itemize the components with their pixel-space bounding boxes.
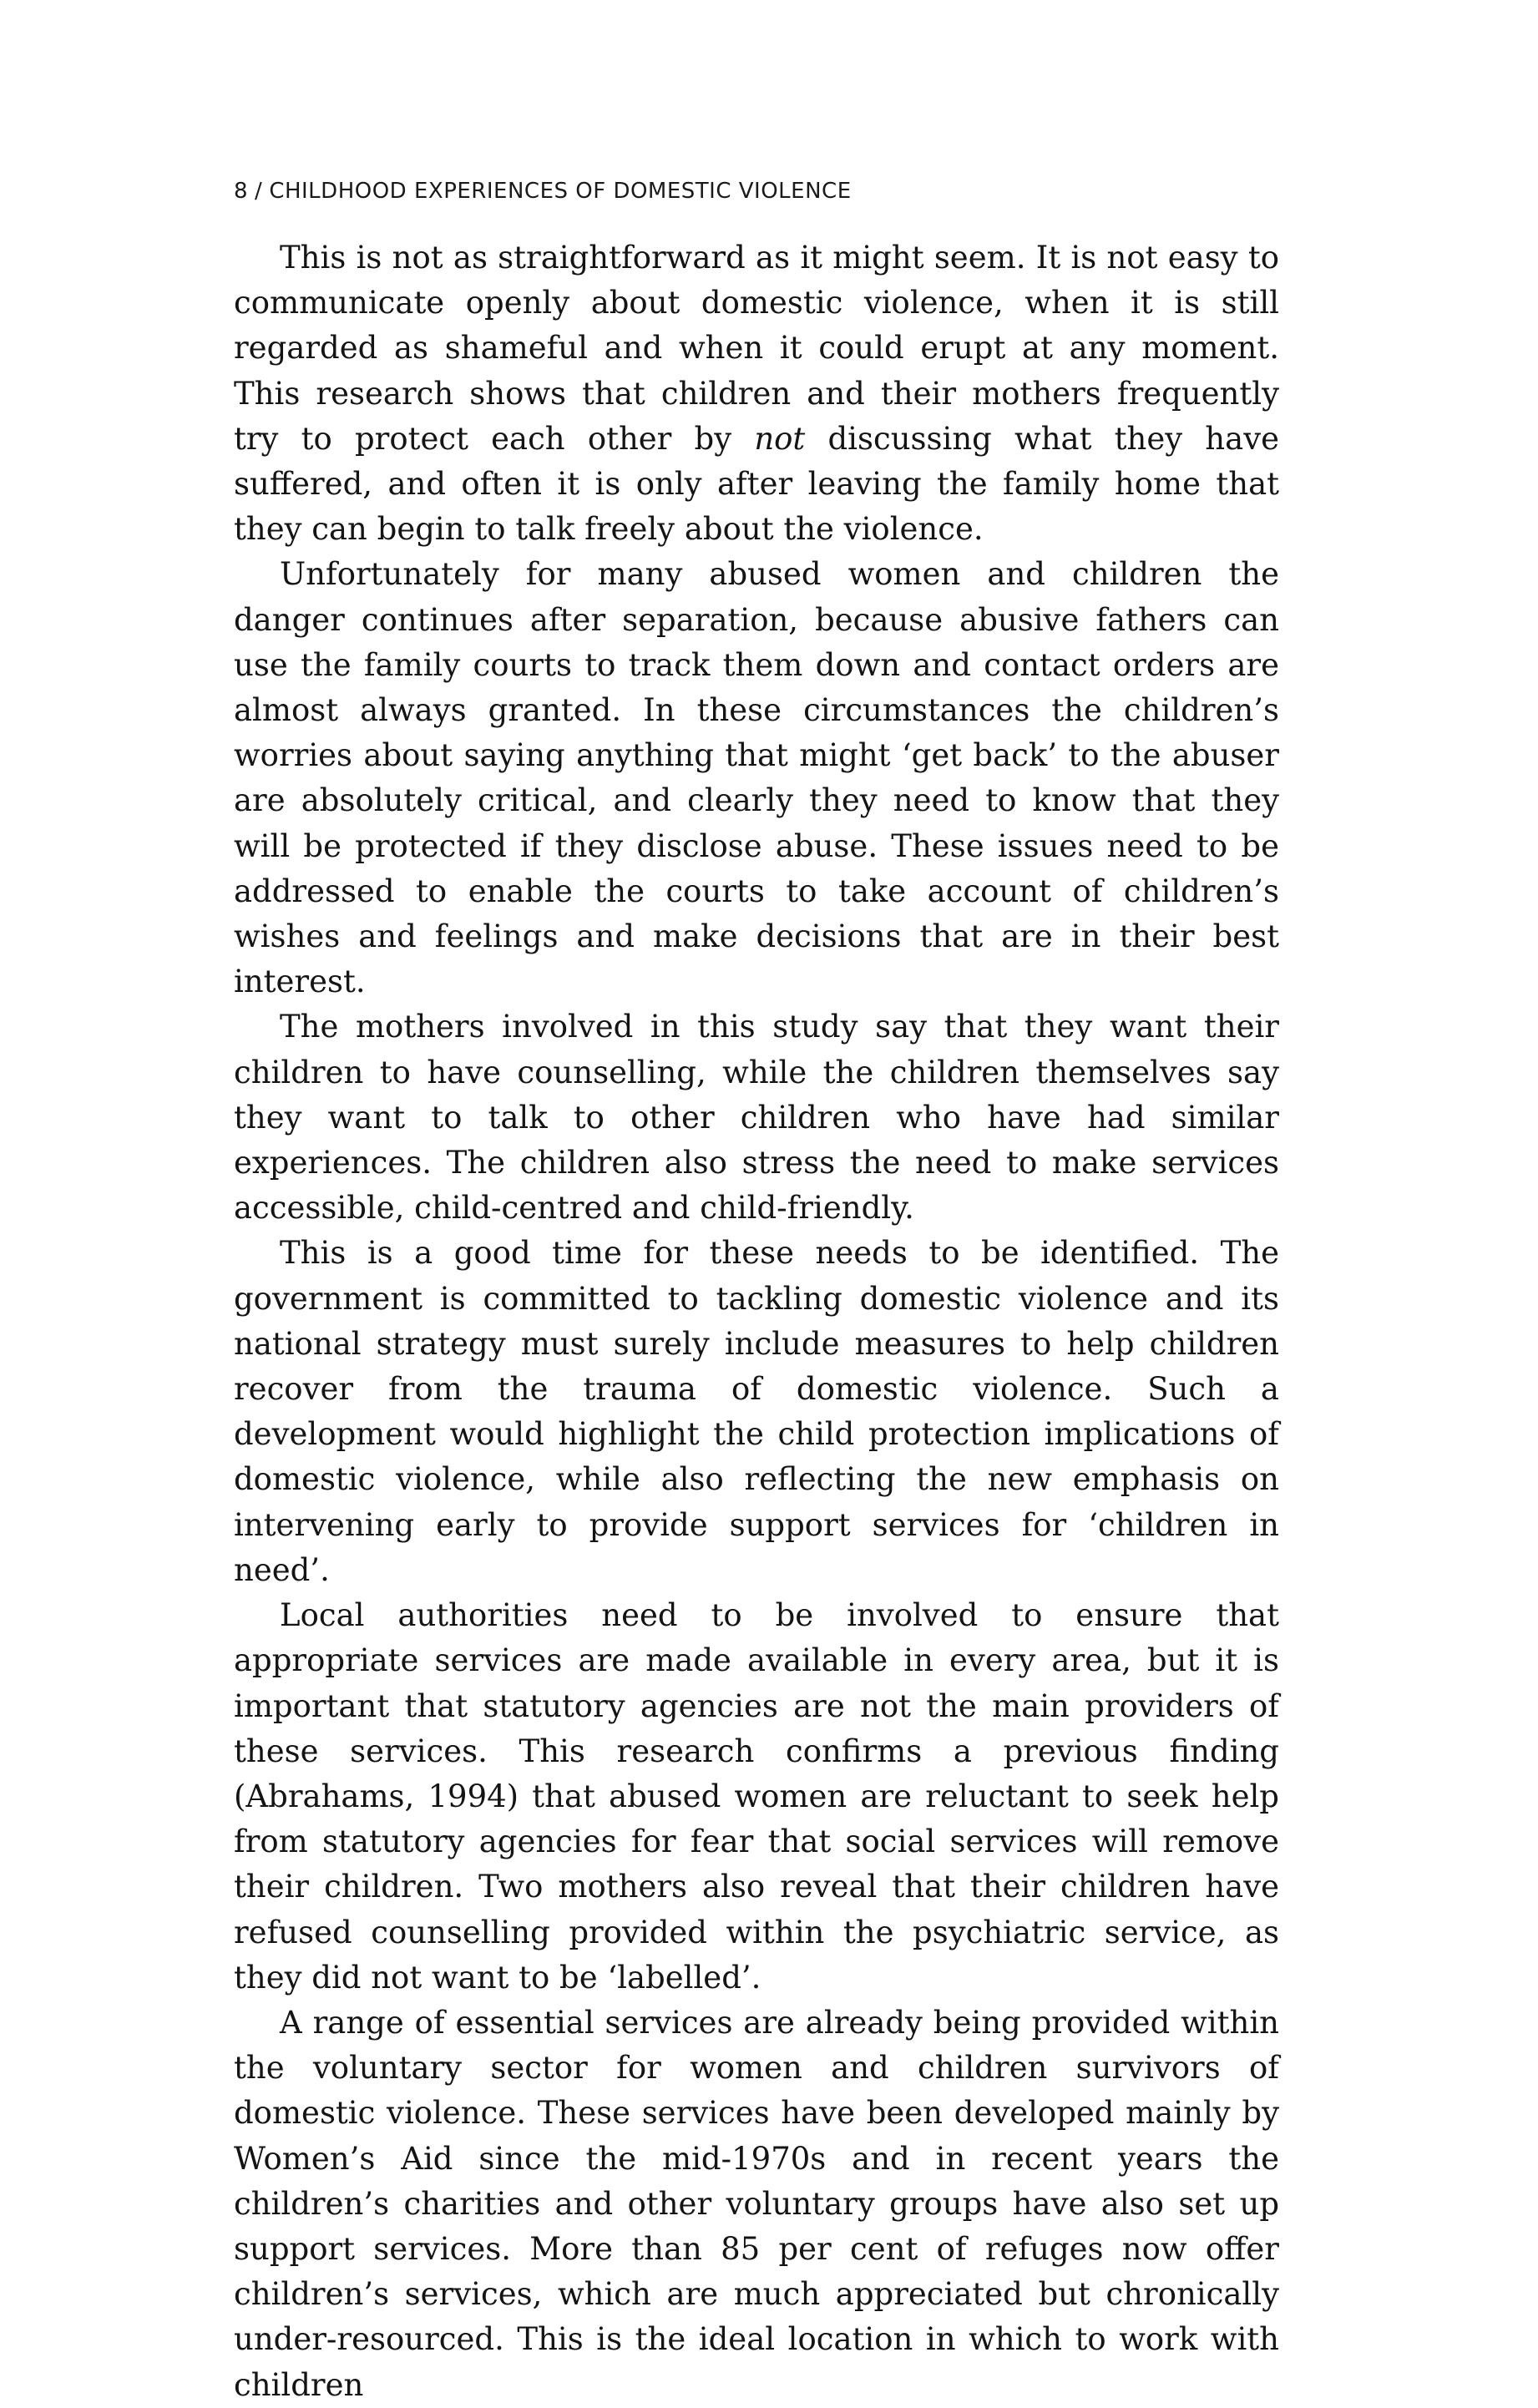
paragraph-2: Unfortunately for many abused women and children the danger continues after separation, because abusive fathers can use the family courts to track them down and contact orders are almost always granted. In these circumstances the children’s worries about saying anything that might ‘get back’ to the abuser are absolutely critical, and clearly they need to know that they will be protected if they disclose abuse. These issues need to be addressed to enable the courts to take account of children’s wishes and feelings and make decisions that are in their best interest.: [234, 556, 1279, 1000]
paragraph-3: The mothers involved in this study say that they want their children to have counselling, while the children themselves say they want to talk to other children who have had similar experiences. The children also stress the need to make services accessible, child-centred and child-friendly.: [234, 1009, 1279, 1227]
running-head-title: CHILDHOOD EXPERIENCES OF DOMESTIC VIOLENCE: [269, 179, 852, 204]
paragraph-1-text-before: This is not as straightforward as it might seem. It is not easy to communicate openly about domestic violence, when it is still regarded as shameful and when it could erupt at any moment. This research shows that children and their mothers frequently try to protect each other by: [234, 240, 1279, 457]
paragraph-6: A range of essential services are already being provided within the voluntary sector for women and children survivors of domestic violence. These services have been developed mainly by Women’s Aid since the mid-1970s and in recent years the children’s charities and other voluntary groups have also set up support services. More than 85 per cent of refuges now offer children’s services, which are much appreciated but chronically under-resourced. This is the ideal location in which to work with children: [234, 2004, 1279, 2403]
running-head-separator: /: [255, 179, 263, 204]
paragraph-1-emphasis: not: [754, 420, 806, 457]
paragraph-5: Local authorities need to be involved to ensure that appropriate services are made available in every area, but it is important that statutory agencies are not the main providers of these services. This research confirms a previous finding (Abrahams, 1994) that abused women are reluctant to seek help from statutory agencies for fear that social services will remove their children. Two mothers also reveal that their children have refused counselling provided within the psychiatric service, as they did not want to be ‘labelled’.: [234, 1597, 1279, 1996]
page-number: 8: [234, 179, 249, 204]
running-head: [234, 179, 852, 204]
paragraph-4: This is a good time for these needs to be identified. The government is committed to tackling domestic violence and its national strategy must surely include measures to help children recover from the trauma of domestic violence. Such a development would highlight the child protection implications of domestic violence, while also reflecting the new emphasis on intervening early to provide support services for ‘children in need’.: [234, 1235, 1279, 1588]
body-text: [234, 235, 1279, 2408]
paragraph-1: [234, 235, 1279, 552]
paragraph-1-text-after: discussing what they have suffered, and often it is only after leaving the family home that they can begin to talk freely about the violence.: [234, 420, 1279, 548]
